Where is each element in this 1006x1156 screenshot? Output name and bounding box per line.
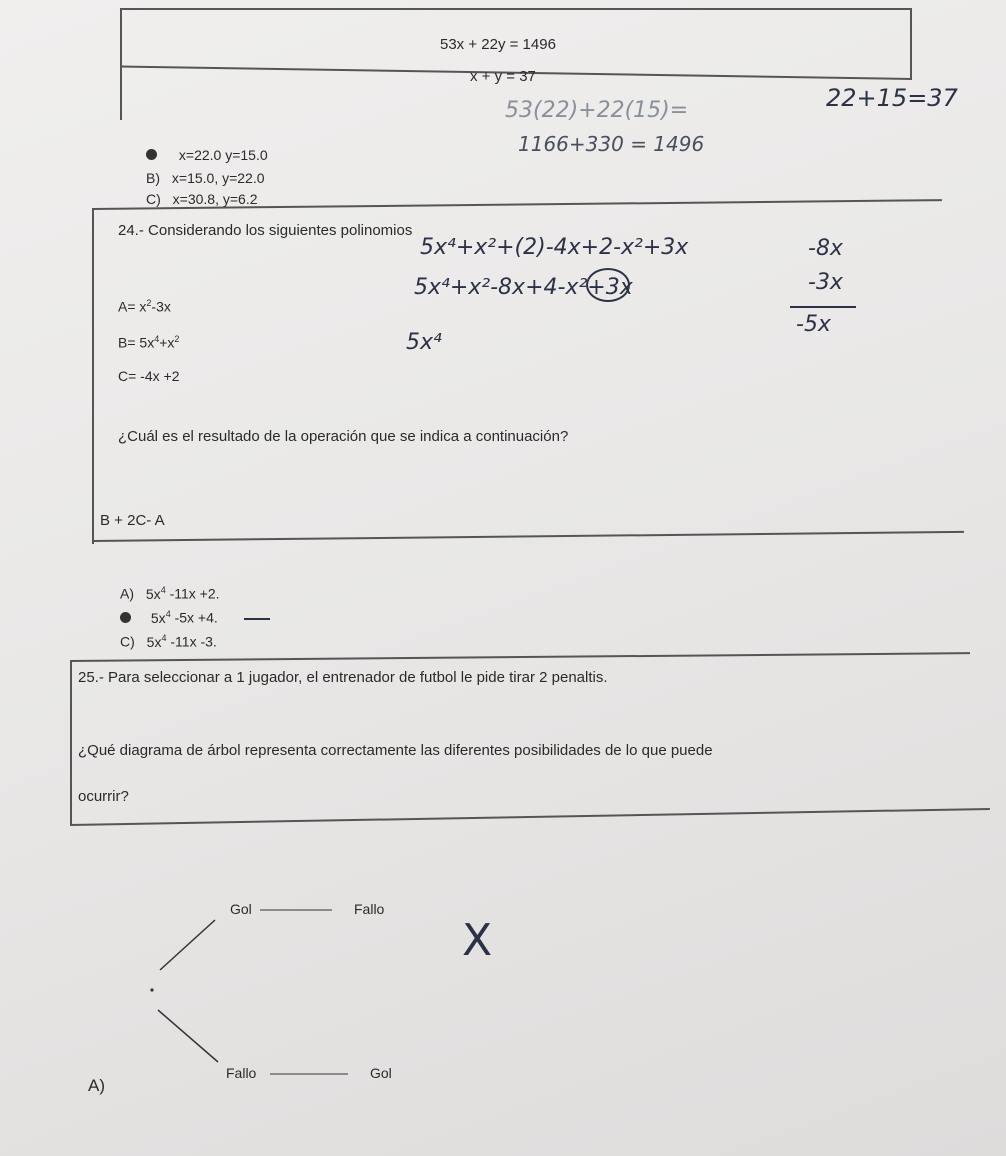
q25-box-left-border — [70, 660, 72, 825]
tree-label-top-right: Fallo — [354, 901, 385, 917]
tree-diagram — [140, 890, 440, 1090]
hand-calc-line-2: 1166+330 = 1496 — [518, 132, 705, 156]
hand-side-calc-1: -8x — [808, 236, 843, 261]
q24-prompt: 24.- Considerando los siguientes polinomios — [118, 222, 413, 239]
tree-label-bottom-right: Gol — [370, 1065, 392, 1081]
q24-option-c-rest: -11x -3. — [166, 633, 217, 650]
q23-box-right-border — [910, 8, 912, 78]
q23-box-top-border — [120, 8, 910, 10]
q24-option-a-rest: -11x +2. — [165, 585, 220, 602]
q23-option-b[interactable] — [146, 170, 265, 186]
q24-option-c-letter: C) — [120, 633, 135, 650]
hand-calc-line-1: 53(22)+22(15)= — [505, 98, 689, 123]
q24-option-b-rest: -5x +4. — [170, 609, 218, 626]
polynomial-a-rest: -3x — [151, 298, 171, 315]
hand-work-line-3: 5x⁴ — [406, 330, 442, 355]
polynomial-b — [118, 334, 179, 351]
q24-question: ¿Cuál es el resultado de la operación que se indica a continuación? — [118, 428, 569, 445]
q23-box-left-border — [120, 8, 122, 120]
q24-option-c-base: 5x — [146, 633, 162, 650]
tree-branch-upper — [160, 920, 215, 970]
polynomial-c: C= -4x +2 — [118, 368, 180, 384]
q24-option-a[interactable] — [120, 585, 220, 602]
q25-prompt: 25.- Para seleccionar a 1 jugador, el entrenador de futbol le pide tirar 2 penaltis. — [78, 669, 608, 686]
q24-option-a-letter: A) — [120, 585, 134, 602]
q23-option-b-letter: B) — [146, 170, 160, 186]
q24-operation: B + 2C- A — [100, 512, 165, 529]
polynomial-a — [118, 298, 171, 315]
q24-option-c[interactable] — [120, 633, 217, 650]
hand-work-line-1: 5x⁴+x²+(2)-4x+2-x²+3x — [420, 235, 689, 260]
polynomial-a-base: A= x — [118, 298, 147, 315]
polynomial-b-mid: +x — [159, 334, 175, 351]
tree-branch-lower — [158, 1010, 218, 1062]
q23-option-c[interactable] — [146, 191, 258, 207]
q23-option-b-text: x=15.0, y=22.0 — [171, 170, 265, 186]
q25-question-line-2: ocurrir? — [78, 788, 129, 805]
q23-option-a-text: x=22.0 y=15.0 — [178, 147, 268, 163]
equation-2: x + y = 37 — [470, 68, 536, 85]
q24-box-bottom-border — [92, 531, 964, 542]
q24-option-a-exponent: 4 — [160, 585, 166, 595]
hand-side-calc-3: -5x — [796, 312, 831, 337]
tree-label-top-left: Gol — [230, 901, 252, 917]
q25-option-a-letter[interactable]: A) — [88, 1076, 105, 1095]
hand-check-sum: 22+15=37 — [826, 84, 958, 112]
selected-answer-mark — [146, 149, 157, 160]
q24-box-left-border — [92, 208, 94, 544]
hand-tick — [244, 618, 270, 620]
q25-box-bottom-border — [70, 808, 990, 826]
q23-option-a[interactable] — [146, 147, 268, 163]
tree-label-bottom-left: Fallo — [226, 1065, 257, 1081]
polynomial-a-exponent: 2 — [146, 298, 152, 308]
equation-1: 53x + 22y = 1496 — [440, 36, 556, 53]
hand-work-line-2: 5x⁴+x²-8x+4-x²+3x — [414, 275, 633, 300]
hand-side-calc-2: -3x — [808, 270, 843, 295]
hand-circle — [586, 268, 630, 302]
hand-x-mark: X — [462, 915, 493, 966]
q24-option-b[interactable] — [120, 609, 218, 626]
selected-answer-mark — [120, 612, 131, 623]
q25-question-line-1: ¿Qué diagrama de árbol representa correctamente las diferentes posibilidades de lo que puede — [78, 742, 713, 759]
polynomial-b-base: B= 5x — [118, 334, 155, 351]
hand-underline — [790, 306, 856, 308]
q24-option-a-base: 5x — [145, 585, 161, 602]
q24-option-b-base: 5x — [150, 609, 166, 626]
q25-box-top-border — [70, 652, 970, 661]
q24-option-b-exponent: 4 — [165, 609, 171, 619]
polynomial-b-exponent: 4 — [154, 334, 160, 344]
q23-option-c-text: x=30.8, y=6.2 — [172, 191, 258, 207]
q23-option-c-letter: C) — [146, 191, 161, 207]
q24-option-c-exponent: 4 — [161, 633, 167, 643]
polynomial-b-exponent-2: 2 — [174, 334, 180, 344]
tree-root-node — [150, 988, 153, 991]
